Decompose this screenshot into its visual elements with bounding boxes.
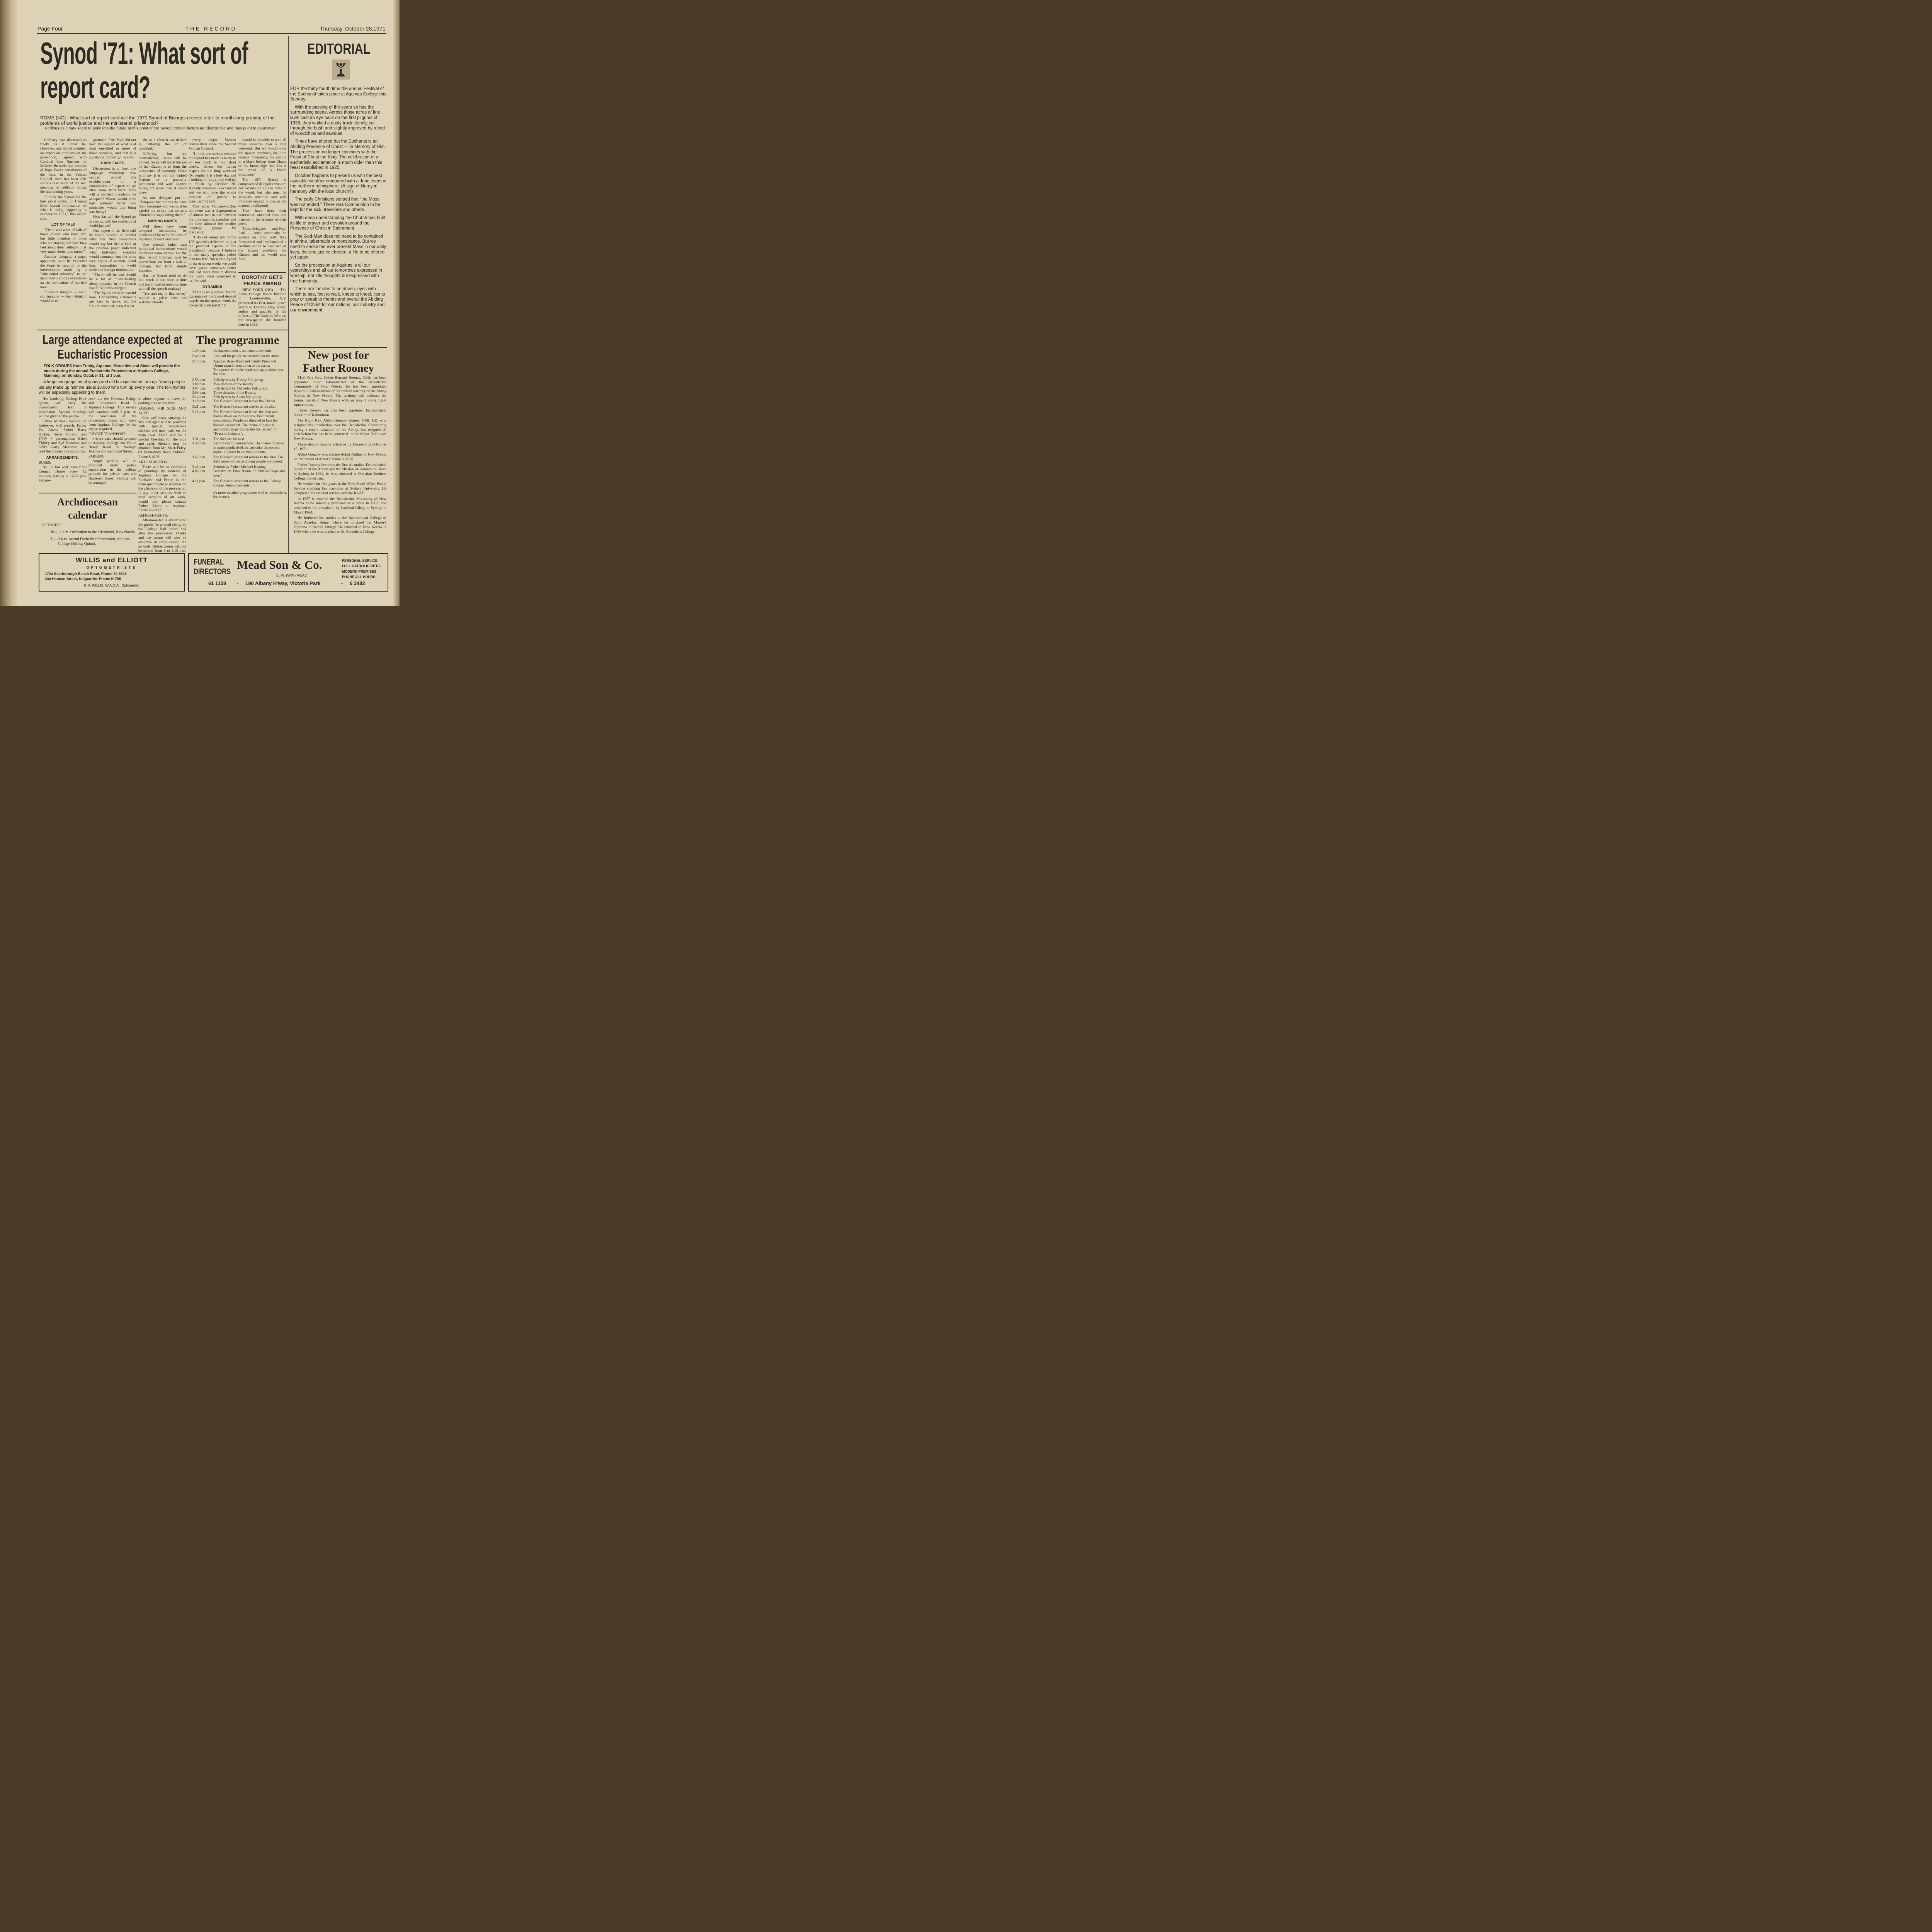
paragraph: Celibacy was discussed as freely as it could be. However, one Synod member, an expert on problems of the priesthood, agreed with Cardinal Leo Suenens of Malines-Brussels that because of Pope Paul's curtailment of the issue in the Vatican Council, there has been little serious discussion of the real meaning of celibacy during the intervening years. (40, 138, 87, 194)
procession-column-3 (138, 397, 186, 552)
programme-text: Folk hymns by Trinity folk group. (213, 378, 264, 382)
procession-column-1 (39, 397, 87, 493)
column-rule (288, 36, 289, 554)
paragraph: "I think the Synod did the best job it could, but I found little factual information on what is really happening to celibacy in 1971," this expert said. (40, 195, 87, 221)
procession-intro: A large congregation of young and old is expected to turn up. Young people usually make up half the usual 10,000 who turn up every year. The folk hymns will be especially appealing to them. (39, 380, 185, 395)
programme-time: 2.55 p.m. (192, 378, 206, 382)
synod-column-5 (238, 138, 286, 270)
paragraph: There is no question that the dynamics of the Synod depend largely on the spoken word. As one participant put it: "It (189, 290, 236, 308)
paragraph: ceed via the Narrows Bridge and Labouchere Road to Aquinas College. This service will continue until 3 p.m. At the conclusion of the procession, buses will leave from Aquinas College for the city as required. (88, 397, 136, 432)
paragraph: to allow anyone to leave the parking area at any time. (138, 397, 186, 406)
book-spine (0, 0, 17, 606)
paragraph: Another delegate, a papal appointee, said he expected the Pope to respond to the interventions made by a "substantial minority" to set up at least a study commission on the ordination of married men. (40, 255, 87, 289)
ad-signature: R. F. WILLIS, W.A.O.A., Optometrist (83, 583, 140, 587)
separator: - (237, 580, 239, 586)
programme-time: 3.09 p.m. (192, 390, 206, 395)
paragraph: One synodal father said individual interventions would doubtless name names, but the final Synod findings must be above that, not from a lack of courage, but from simple logistics. (139, 242, 187, 273)
paragraph: "There will be and should be a lot of breast-beating about injustice in the Church itself," said this delegate. (89, 273, 136, 290)
programme-note: (A more detailed programme will be available at the venue). (213, 490, 287, 499)
paragraph: Cars and buses carrying the sick and aged will be provided with special windscreen stickers and may park on the main oval. There will be a special blessing for the sick and aged. Stickers may be obtained from Mr. Mark Foley, 83 Heytesbury Road, Subiaco. Phone 8-4105. (138, 415, 186, 459)
procession-headline-line1: Large attendance expected at (43, 332, 183, 347)
programme-text: Folk hymns by Siena folk group. (213, 395, 262, 399)
ad-name: WILLIS and ELLIOTT (75, 556, 148, 564)
editorial-paragraph: With the passing of the years so has the surrounding scene. Across those acres of fine lawn cast an eye back on the first pilgrims of 1938; they walked a dusty track literally cut through the bush and slightly improved by a bed of woodchips and sawdust. (290, 105, 385, 136)
paragraph: Differing, but not contradictory, issues will be voiced. Some will insist the job of the Church is to form the conscience of humanity. Other will say it is not the United Nations or a powerful parliament and warn against biting off more than it could chew. (139, 151, 187, 195)
ad-address: 230 Hannan Street, Kalgoorlie. Phone K.795 (45, 577, 121, 581)
programme-time: 3.00 p.m. (192, 382, 206, 386)
paragraph: "I think one serious mistake the Synod has made is to try to do too much in four short weeks. Given the Italian respect for the long weekend (November 1 is a holy day and a holiday in Italy), they will try to finish by October 30. Already, everyone is exhausted and we still have the whole problem of justice to consider," he said. (189, 151, 236, 204)
paragraph: These details became effective by Decree from October 15, 1971. (294, 442, 386, 451)
paragraph: "I cannot imagine — well, can imagine — but I think it would be re- (40, 290, 87, 303)
programme-item (188, 405, 287, 409)
willis-elliott-ad (39, 553, 185, 592)
paragraph: The 1971 Synod is composed of delegates who are not experts on all the evils in the world, but who must be seriously attentive and well informed enough to discuss the matters intelligently. (238, 177, 286, 208)
chalice-icon (332, 60, 350, 80)
paragraph: In 1957 he entered the Benedictine Monastery of New Norcia to be solemnly professed as a monk in 1962, and ordained to the priesthood by Cardinal Gilroy in Sydney in March 1964. (294, 497, 386, 515)
synod-intro: ROME (NC) : What sort of report card will the 1971 Synod of Bishops receive after its month-long probing of the problems of world justice and the ministerial priesthood? (40, 115, 275, 126)
programme-text: Aquinas Brass Band and Trinity Pipes and Drums march from down to the arena. Trumpeters from the band take up position near the altar. (213, 359, 284, 377)
label-line: FUNERAL (194, 558, 224, 566)
paragraph: There will be an exhibition of paintings by students of Aquinas College on the Eucharist and Peace in the main quadrangle at Aquinas on the afternoon of the procession. If any other schools wish to send samples of art work, would they please contact Father Ahern at Aquinas. Phone 60-2112. (138, 465, 186, 513)
programme-text: Three decades of the Rosary. (213, 390, 256, 395)
ad-service-line: PERSONAL SERVICE (342, 559, 378, 563)
programme-time: 4.03 p.m. (192, 469, 206, 474)
programme-list (188, 349, 287, 542)
programme-item (188, 349, 287, 353)
paragraph: Has the Synod tried to do too much in too short a time and has it wasted precious time with all the speech-making? (139, 274, 187, 291)
synod-headline-line2: report card? (40, 70, 150, 104)
paragraph: "There was a lot of talk of those priests who have left, but little mention of those who are staying and how they feel about their celibacy. It is very much theirs, you know." (40, 228, 87, 254)
procession-column-2 (88, 397, 136, 493)
funeral-directors-label (194, 557, 231, 577)
programme-item (188, 399, 287, 403)
synod-column-4 (189, 138, 236, 327)
subheading: HARD FACTS (100, 161, 125, 166)
programme-time: 3.42 p.m. (192, 455, 206, 460)
programme-text: The Blessed Sacrament arrives at the altar. (213, 405, 277, 409)
editorial-paragraph: October happens to present us with the best available weather compared with a June event in the northern hemisphere. (A sign of liturgy in harmony with the local church?) (290, 173, 386, 194)
separator: - (341, 580, 343, 586)
procession-headline-line2: Eucharistic Procession (57, 347, 168, 361)
programme-item (188, 354, 287, 358)
programme-text: Background music and announcements. (213, 349, 272, 353)
paragraph: THE Very Rev. Father Bernard Rooney, OSB, has been appointed Prior Administrator of the Benedictine Community of New Norcia. He has been appointed Apostolic Administrator of the revised territory of the Abbey Nullius of New Norcia. The territory will embrace the former parish of New Norcia with an area of some 1,600 square miles. (294, 376, 386, 407)
paragraph: How far will the Synod go in coping with the problems of world justice? (89, 215, 136, 228)
newspaper-page (0, 0, 400, 606)
paragraph: No. 36 bus will leave from Council House every 12 mniutes, starting at 12.40 p.m. and pro- (39, 465, 87, 483)
ad-company-name: Mead Son & Co. (237, 558, 322, 571)
ad-service-line: FULL CATHOLIC RITES (342, 564, 381, 568)
programme-time: 3.36 p.m. (192, 441, 206, 446)
ad-service-line: PHONE ALL HOURS: (342, 575, 377, 579)
editorial-paragraph: The God-Man does not need to be contained in shrine, tabernacle or monstrance. But we need to sense the ever present Mass in our daily lives, the one just celebrated, a life to be offered yet again. (290, 234, 386, 260)
programme-time: 3.21 p.m. (192, 405, 206, 409)
paragraph: Father Michael Keating, of Cottesloe, will preach. Father Pat Ahern, Father Barry Hickey, Sister Goretti, and TVW 7 personalities Brien Thirley and Syd Donovan and 6PR's Garry Meadows will read the prayers and scriptures. (39, 419, 87, 454)
paragraph: would be possible to read all those speeches over a long weekend. But we would miss the spoken emphasis, the little nuance of urgency, the picture of a black bishop from Ghana or the knowledge that this is the mind of a Dutch missioner." (238, 138, 286, 177)
paragraph: "The Synod must be careful here. Hard-hitting statements are easy to make, but the Church must ask herself what (89, 291, 136, 308)
programme-time: 3.04 p.m. (192, 386, 206, 391)
editorial-paragraph: There are families to be driven, eyes with which to see, feet to walk, knees to kneel, lips to pray or speak to friends and overall the Abiding Peace of Christ for our nations, our industry and our environment. (290, 287, 385, 313)
page-edge (393, 0, 400, 606)
synod-headline (40, 36, 248, 104)
mead-son-ad (188, 553, 388, 592)
paragraph: Discussion in at least one language workshop was centred around the establishment of a commission of experts to go after some hard facts: How will a married priesthood be accepted? Where would it be best utilised? What new ministries would this bring into being? (89, 167, 136, 214)
issue-date: Thursday, October 28,1971 (320, 26, 386, 32)
masthead-rule (37, 33, 386, 34)
subheading: DYNAMICS (202, 284, 222, 289)
programme-item (188, 465, 287, 469)
dorothy-headline: DOROTHY GETS PEACE AWARD (242, 275, 283, 286)
paragraph: Father Rooney has also been appointed Ecclesiastical Superior of Kalumburu. (294, 408, 386, 417)
synod-column-2 (89, 138, 136, 327)
subheading: REFRESHMENTS: (138, 514, 168, 518)
paragraph: Will those very same temporal institutions be condemned by name for acts of injustice, present and past? (139, 224, 187, 242)
programme-title: The programme (196, 333, 279, 347)
subheading: LOT OF TALK (51, 222, 76, 227)
ad-trade: OPTOMETRISTS (86, 566, 137, 570)
programme-item (188, 382, 287, 386)
ad-phone: 6 3482 (350, 580, 365, 586)
programme-time: 3.31 p.m. (192, 437, 206, 441)
programme-item (188, 469, 287, 478)
paragraph: This same Vatican-watcher felt there was a disproportion of almost two to one between the time spent in speeches and the time allowed the smaller language groups for discussion. (189, 204, 236, 235)
programme-time: 2.45 p.m. (192, 359, 206, 364)
programme-item (188, 441, 287, 454)
editorial-paragraph: So the procession at Aquinas is all our yesterdays and all our tomorrows expressed in worship, not idle thoughts but expressed with true humanity. (290, 263, 382, 284)
paragraph: "I do not resent any of the 125 speeches delivered on just the practical aspects of the priesthood, because I believe in too many speeches rather than too few. But with a Synod of six or seven weeks we could have paced ourselves better and had more time to discuss the many ideas proposed to us," he said. (189, 235, 236, 283)
programme-text: The Blessed Sacrament returns to the altar. The third aspect of peace among people is stressed. (213, 455, 284, 464)
paragraph: He worked for five years in the New South Wales Public Service studying law part-time at Sydney University. He completed his national service with the RAAF. (294, 482, 386, 495)
editorial-paragraph: FOR the thirty-fourth time the annual Festival of the Eucharist takes place at Aquinas College this Sunday. (290, 87, 386, 102)
programme-text: The Blessed Sacrament leaves the Chapel. (213, 399, 276, 404)
programme-text: The Blessed Sacrament leaves the altar and moves down on to the arena. First circuit commences. People are directed to face the blessed sacrament. The theme of peace is announced, in particular the first aspect of "Peace in Industry". (213, 410, 278, 436)
synod-column-3 (139, 138, 187, 327)
programme-item (188, 410, 287, 436)
calendar-entry: 30—11 a.m. Ordination to the priesthood, New Norcia. (50, 530, 136, 534)
subheading: ARRANGEMENTS: (46, 455, 79, 460)
ad-address: 172a Scarborough Beach Road. Phone 24 3543 (45, 572, 127, 576)
subheading: BUSES: (39, 461, 51, 465)
paragraph: Ample parking will be provided under police supervision in the college grounds for private cars and chartered buses. Parking will be arranged (88, 459, 136, 485)
programme-time: 3.18 p.m. (192, 399, 206, 404)
paragraph: These delegates — and Pope Paul — must eventually be graded on how well they formulated and implemented a credible action to ease two of the largest problems the Church and the world now face. (238, 227, 286, 262)
programme-time: 3.14 p.m. (192, 395, 206, 399)
paragraph: One expert in the field said he would hesitate to predict what the final resolutions would say but that a look at the position paper indicated what individual speakers would comment on: the arms race, rights of women, racial bias, inequalities of world trade and foreign domination. (89, 229, 136, 272)
editorial-paragraph: With deep understanding the Church has built its life of prayer and devotion around the Presence of Christ in Sacrament. (290, 216, 385, 231)
paragraph: Father Rooney becomes the first Australian Ecclesiastical Superior of the Abbey and the Mission of Kalumburu. Born in Sydney in 1934, he was educated at Christian Brothers College, Lewisham. (294, 463, 386, 481)
programme-item (188, 455, 287, 464)
paragraph: Afternoon tea is available to the public for a small charge in the College Hall before and after the procession. Drinks and ice cream will also be available in stalls around the grounds. Refreshments will not be served from 3 to 4.15 p.m. (138, 518, 186, 552)
paragraph: The Right Rev. Abbot Gregory Gomez, OSB, DD, who resigned his jurisdiction over the Benedictine Community during a recent visitation of the Abbey, has resigned all jurisdiction but has been conferred titular Abbot Nullius of New Norcia. (294, 418, 386, 441)
ad-services (342, 558, 381, 580)
ad-phone: 61 1158 (208, 580, 226, 586)
paragraph: every major Vatican convocation since the Second Vatican Council. (189, 138, 236, 151)
editorial-bottom-rule (289, 347, 387, 348)
calendar-entry: 31—3 p.m. Attend Eucharistic Procession, Aquinas College (Bishop Quinn). (50, 537, 130, 546)
paragraph: They have done their homework, attended class and listened to the lectures of their peers. (238, 209, 286, 226)
editorial-paragraph: Times have altered but the Eucharist is an Abiding Presence of Christ — in Memory of Him. The procession no longer coincides with the Feast of Christ the King. The celebration of a eucharistic acclamation is much older than this feast established in 1925. (290, 139, 386, 170)
label-line: DIRECTORS (194, 567, 231, 576)
dorothy-body (238, 288, 286, 327)
paragraph: she as a Church can deliver in bettering the lot of mankind." (139, 138, 187, 151)
rooney-headline-line1: New post for (308, 349, 369, 361)
programme-text: Last call for people to assemble on the arena. (213, 354, 281, 359)
ad-address: 190 Albany H'way, Victoria Park (245, 580, 321, 586)
programme-item (188, 391, 287, 395)
subheading: PARKING FOR SICK AND AGED: (138, 407, 186, 415)
editorial-title: EDITORIAL (307, 41, 371, 57)
calendar-list (42, 523, 136, 550)
ad-proprietor: E. W. (WIN) MEAD (276, 573, 308, 578)
programme-text: Second circuit commences. The theme of peace is again emphasised, in particular the second aspect of peace in the environment. (213, 441, 284, 454)
programme-text: Two decades of the Rosary. (213, 382, 254, 386)
programme-item (188, 386, 287, 391)
ad-service-line: MODERN PREMISES (342, 570, 377, 573)
synod-column-1 (40, 138, 87, 327)
synod-intro-2: Perilous as it may seem to poke into the future at this point of the Synod, certain factors are discernible and may point to an answer. (45, 126, 277, 131)
page-number: Page Four (37, 26, 63, 32)
editorial-paragraph: The early Christians sensed that "the Mass was not ended." There was Communion to be kept for the sick, travellers and others. (290, 197, 380, 213)
calendar-title-line1: Archdiocesan (57, 496, 118, 508)
dorothy-rule (238, 272, 286, 273)
rooney-headline-line2: Father Rooney (303, 362, 374, 374)
paragraph: "Yes and no, in that order," replied a priest who has watched closely (139, 291, 187, 305)
programme-text: Benediction. Final Hymn "In faith and hope and love." (213, 469, 285, 478)
calendar-title-line2: calendar (68, 509, 107, 521)
paragraph: His Lordship, Bishop Peter Quinn, will carry the consecrated Host in procession. Special blessings will be given to the people. (39, 397, 87, 418)
rooney-headline (291, 349, 386, 375)
paper-name: THE RECORD (185, 26, 237, 32)
paragraph: Private cars should proceed to Aquinas College via Mount Henry Road or Welwyn Avenue and Redmond Street. (88, 436, 136, 454)
procession-headline (39, 332, 186, 362)
paragraph: NEW YORK (NC) — The Siena College Peace Institute in Londonsville, N.Y. presented its first annual peace award to Dorothy Day, editor, author and pacifist, at the offices of The Catholic Worker, the newspaper she founded here in 1933. (238, 288, 286, 327)
programme-text: Folk hymns by Mercedes folk group. (213, 386, 269, 391)
paragraph: grettable if the Pope did not heed the request of what is at least one-third or more of those speaking, and that is a substantial minority," he said. (89, 138, 136, 160)
calendar-month: OCTOBER: (42, 523, 61, 527)
programme-time: 3.26 p.m. (192, 410, 206, 415)
programme-text: Sermon by Father Michael Keating. (213, 465, 267, 469)
programme-time: 1.30 p.m. (192, 349, 206, 353)
subheading: PARKING: (88, 454, 105, 459)
programme-time: 4.11 p.m. (192, 479, 206, 483)
programme-time: 2.40 p.m. (192, 354, 206, 359)
subheading: ART EXHIBITION: (138, 460, 169, 464)
editorial-body (290, 87, 387, 346)
programme-item (188, 479, 287, 488)
procession-lead: FOLK GROUPS from Trinity, Aquinas, Mercedes and Siena will provide the music during the annual Eucharistic Procession at Aquinas College, Manning, on Sunday, October 31, at 3 p.m. (44, 364, 180, 378)
paragraph: Abbot Gregory was elected Abbot Nullius of New Norcia on retirement of Abbot Catalan in 1950. (294, 452, 386, 461)
programme-text: The Blessed Sacrament returns to the College Chapel. Announcements. (213, 479, 281, 488)
programme-item (188, 359, 287, 376)
programme-item (188, 378, 287, 382)
programme-text: The Sick are blessed. (213, 437, 245, 441)
synod-headline-line1: Synod '71: What sort of (40, 36, 248, 70)
paragraph: As one delegate put it: "Temporal institutions do have their autonomy and we must be careful not to say that we as a Church are supplanting them." (139, 196, 187, 218)
calendar-title (39, 495, 136, 522)
rooney-body (294, 376, 386, 553)
programme-item (188, 437, 287, 441)
programme-item (188, 395, 287, 399)
programme-time: 3.48 p.m. (192, 465, 206, 469)
subheading: PRIVATE TRANSPORT: (88, 432, 126, 436)
subheading: NAMING NAMES (148, 219, 177, 223)
paragraph: He furthered his studies at the International College of Saint Anselm, Rome, where he obtained his Master's Diploma in Sacred Liturgy. He returned to New Norcia in 1968 where he was attached to St. Benedict's College. (294, 516, 386, 534)
